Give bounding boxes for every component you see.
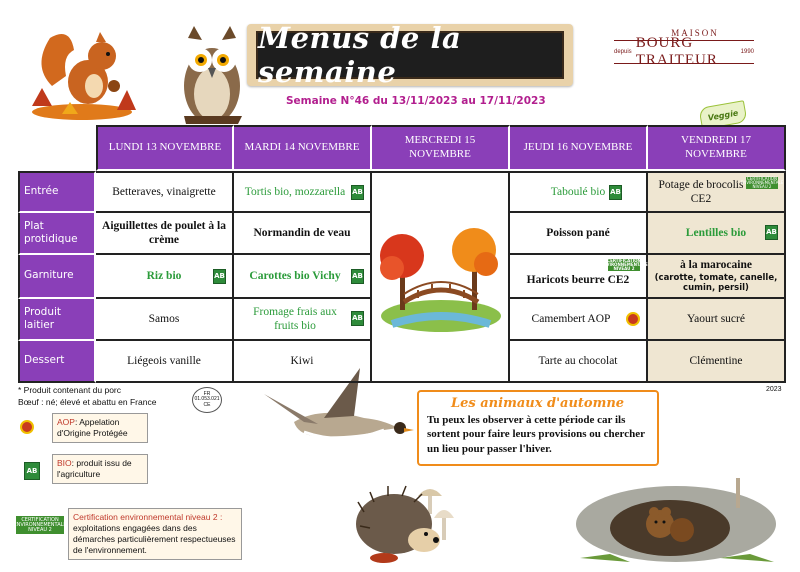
mon-plat: Aiguillettes de poulet à la crème [96,213,234,255]
aop-icon [626,312,640,326]
brand-name: BOURG TRAITEUR [635,35,718,68]
day-header-wednesday: MERCREDI 15 NOVEMBRE [372,125,510,171]
animals-title: Les animaux d'automne [451,396,625,411]
legend-ce2: Certification environnemental niveau 2 : exploitations engagées dans des démarches particulièrement respectueuses de l'environnement. [68,508,242,560]
day-header-thursday: JEUDI 16 NOVEMBRE [510,125,648,171]
squirrel-illustration [22,26,142,122]
ab-icon: AB [351,269,364,284]
day-header-friday: VENDREDI 17 NOVEMBRE [648,125,786,171]
fri-entree: Potage de brocolis CE2 CERTIFICATION ENVIRONNEMENTALE NIVEAU 2 [648,171,786,213]
tue-laitier: Fromage frais aux fruits bio AB [234,299,372,341]
note-year: 2023 [766,386,782,393]
fri-dessert: Clémentine [648,341,786,383]
brand-year: 1990 [740,49,754,55]
tue-garniture: Carottes bio Vichy AB [234,255,372,299]
legend-bio: BIO: produit issu de l'agriculture [52,454,148,484]
fri-plat: Lentilles bio AB [648,213,786,255]
hedgehog-illustration [344,462,464,566]
header-blank [18,125,96,171]
ab-icon: AB [351,311,364,326]
bio-legend-icon: AB [24,462,40,480]
brand-logo [614,35,754,68]
row-label-plat: Plat protidique [18,213,96,255]
row-label-entree: Entrée [18,171,96,213]
note-boeuf: Bœuf : né; élevé et abattu en France [18,397,157,407]
week-range: Semaine N°46 du 13/11/2023 au 17/11/2023 [286,95,546,107]
brand-maison: MAISON [671,28,719,38]
mon-entree: Betteraves, vinaigrette [96,171,234,213]
ab-icon: AB [765,225,778,240]
note-porc: * Produit contenant du porc [18,385,122,395]
legend-aop: AOP: Appelation d'Origine Protégée [52,413,148,443]
mon-laitier: Samos [96,299,234,341]
row-label-dessert: Dessert [18,341,96,383]
tue-dessert: Kiwi [234,341,372,383]
fri-garniture: à la marocaine (carotte, tomate, canelle, cumin, persil) [648,255,786,299]
row-label-laitier: Produit laitier [18,299,96,341]
ab-icon: AB [213,269,226,284]
wed-no-service [372,171,510,383]
title-chalkboard [247,21,573,89]
menu-table [18,125,786,383]
health-stamp: FR 01.053.021 CE [192,387,222,413]
mon-dessert: Liégeois vanille [96,341,234,383]
thu-entree: Taboulé bio AB [510,171,648,213]
ce2-icon: CERTIFICATION ENVIRONNEMENTALE NIVEAU 2 [740,176,784,189]
tue-plat: Normandin de veau [234,213,372,255]
page-title: Menus de la semaine [258,21,462,89]
fri-laitier: Yaourt sucré [648,299,786,341]
ce2-legend-icon: CERTIFICATION ENVIRONNEMENTALE NIVEAU 2 [13,516,67,533]
tue-entree: Tortis bio, mozzarella AB [234,171,372,213]
day-header-tuesday: MARDI 14 NOVEMBRE [234,125,372,171]
owl-illustration [172,24,252,128]
thu-laitier: Camembert AOP [510,299,648,341]
row-label-garniture: Garniture [18,255,96,299]
mon-garniture: Riz bio AB [96,255,234,299]
ce2-icon: CERTIFICATION ENVIRONNEMENTALE NIVEAU 2 [600,258,648,271]
thu-garniture: Haricots beurre CE2 CERTIFICATION ENVIRONNEMENTALE NIVEAU 2 [510,255,648,299]
ab-icon: AB [351,185,364,200]
veggie-badge: Veggie [698,100,747,130]
thu-dessert: Tarte au chocolat [510,341,648,383]
animals-text: Tu peux les observer à cette période car ils sortent pour faire leurs provisions ou chercher un lieu pour passer l'hiver. [427,414,645,455]
aop-legend-icon [20,420,34,434]
bear-cave-illustration [570,458,780,566]
animals-info-box [417,390,659,466]
ab-icon: AB [609,185,622,200]
thu-plat: Poisson pané [510,213,648,255]
brand-depuis: depuis [614,49,632,55]
day-header-monday: LUNDI 13 NOVEMBRE [96,125,234,171]
